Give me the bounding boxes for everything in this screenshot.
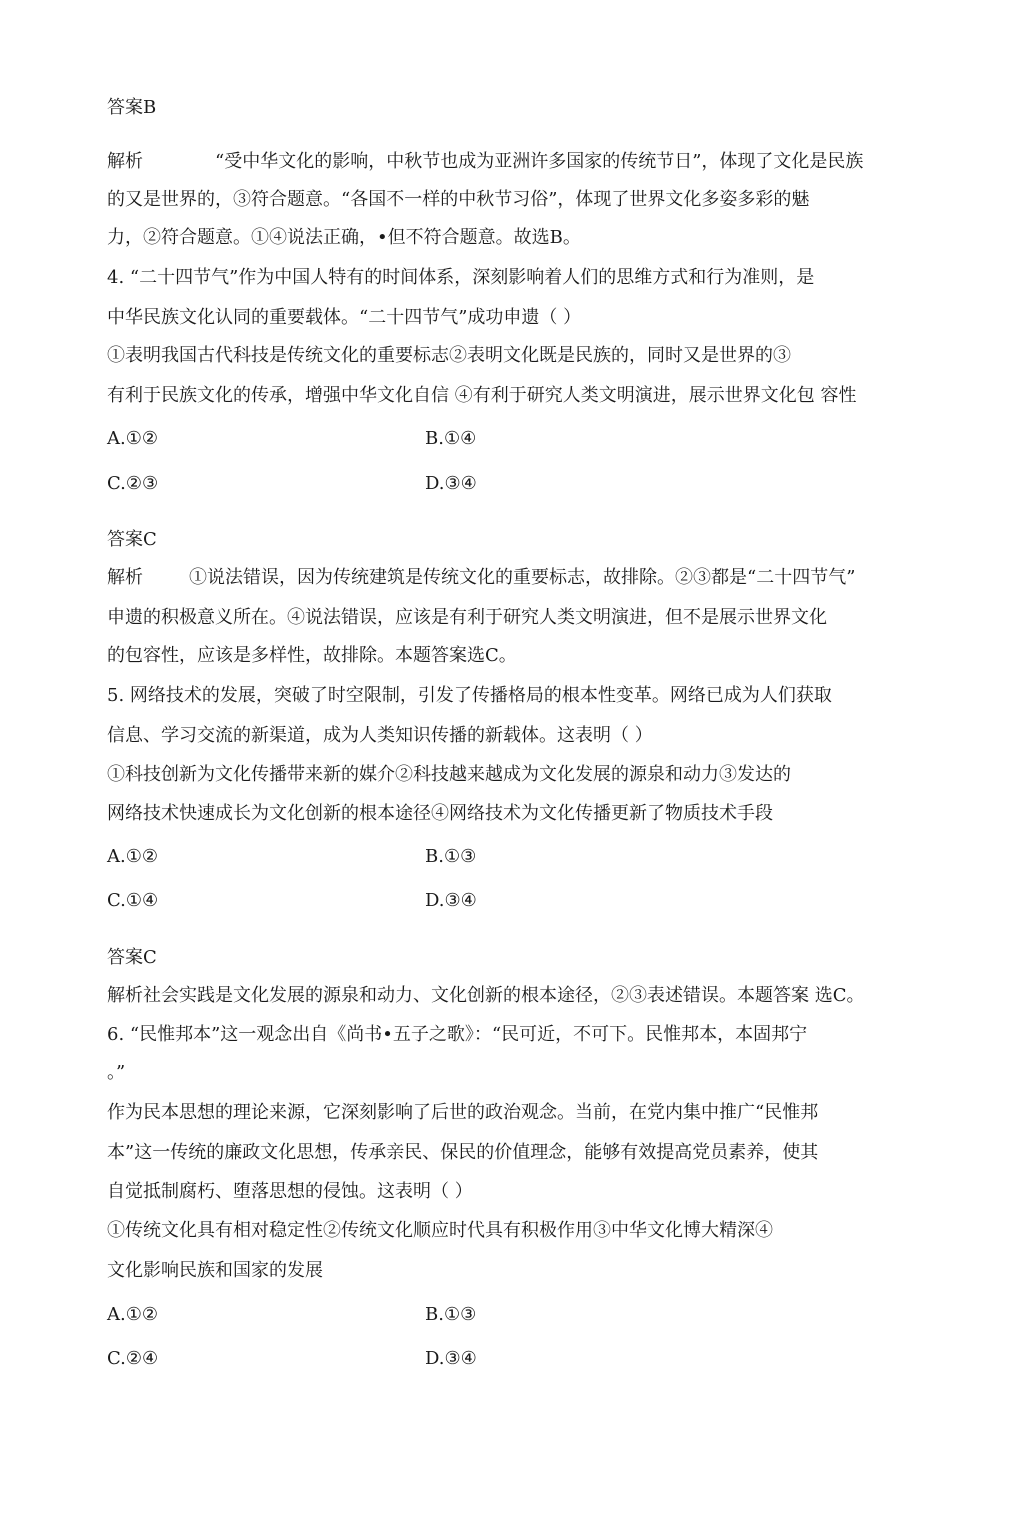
q5-option-d[interactable]: D.③④ bbox=[425, 890, 477, 911]
q4-option-b[interactable]: B.①④ bbox=[425, 428, 477, 449]
q5-option-a[interactable]: A.①② bbox=[107, 846, 158, 867]
q4-answer: 答案C bbox=[107, 529, 157, 550]
q6-option-a[interactable]: A.①② bbox=[107, 1304, 158, 1325]
q4-analysis-line-2: 申遗的积极意义所在。④说法错误，应该是有利于研究人类文明演进，但不是展示世界文化 bbox=[107, 607, 827, 628]
q6-statement-line-2: 文化影响民族和国家的发展 bbox=[107, 1260, 323, 1281]
q6-option-c[interactable]: C.②④ bbox=[107, 1348, 159, 1369]
q5-answer: 答案C bbox=[107, 947, 157, 968]
q3-analysis-line-1: 解析 “受中华文化的影响，中秋节也成为亚洲许多国家的传统节日”，体现了文化是民族 bbox=[107, 151, 864, 172]
q6-stem-line-5: 自觉抵制腐朽、堕落思想的侵蚀。这表明（ ） bbox=[107, 1181, 473, 1202]
q4-statement-line-1: ①表明我国古代科技是传统文化的重要标志②表明文化既是民族的，同时又是世界的③ bbox=[107, 345, 791, 366]
q4-analysis-line-3: 的包容性，应该是多样性，故排除。本题答案选C。 bbox=[107, 645, 517, 666]
q3-analysis-label: 解析 bbox=[107, 151, 143, 172]
q5-statement-line-1: ①科技创新为文化传播带来新的媒介②科技越来越成为文化发展的源泉和动力③发达的 bbox=[107, 764, 791, 785]
q4-statement-line-2: 有利于民族文化的传承，增强中华文化自信 ④有利于研究人类文明演进，展示世界文化包 容性 bbox=[107, 385, 857, 406]
q6-statement-line-1: ①传统文化具有相对稳定性②传统文化顺应时代具有积极作用③中华文化博大精深④ bbox=[107, 1220, 773, 1241]
q3-answer: 答案B bbox=[107, 97, 157, 118]
q5-analysis: 解析社会实践是文化发展的源泉和动力、文化创新的根本途径，②③表述错误。本题答案 选C。 bbox=[107, 985, 865, 1006]
q5-statement-line-2: 网络技术快速成长为文化创新的根本途径④网络技术为文化传播更新了物质技术手段 bbox=[107, 803, 773, 824]
q5-option-b[interactable]: B.①③ bbox=[425, 846, 477, 867]
q6-stem-line-1: 6. “民惟邦本”这一观念出自《尚书•五子之歌》：“民可近，不可下。民惟邦本，本固邦宁 bbox=[107, 1024, 808, 1045]
q6-stem-line-2: 。” bbox=[107, 1062, 126, 1083]
q3-analysis-line-2: 的又是世界的，③符合题意。“各国不一样的中秋节习俗”，体现了世界文化多姿多彩的魅 bbox=[107, 189, 810, 210]
q4-option-d[interactable]: D.③④ bbox=[425, 473, 477, 494]
q4-stem-line-2: 中华民族文化认同的重要载体。“二十四节气”成功申遗（ ） bbox=[107, 307, 582, 328]
q4-analysis-label: 解析 bbox=[107, 567, 143, 588]
q5-option-c[interactable]: C.①④ bbox=[107, 890, 159, 911]
q5-stem-line-1: 5. 网络技术的发展，突破了时空限制，引发了传播格局的根本性变革。网络已成为人们获取 bbox=[107, 685, 832, 706]
q6-stem-line-4: 本”这一传统的廉政文化思想，传承亲民、保民的价值理念，能够有效提高党员素养，使其 bbox=[107, 1142, 819, 1163]
q4-option-a[interactable]: A.①② bbox=[107, 428, 158, 449]
q6-option-b[interactable]: B.①③ bbox=[425, 1304, 477, 1325]
q6-stem-line-3: 作为民本思想的理论来源，它深刻影响了后世的政治观念。当前，在党内集中推广“民惟邦 bbox=[107, 1102, 819, 1123]
q6-option-d[interactable]: D.③④ bbox=[425, 1348, 477, 1369]
q4-analysis-line-1: 解析 ①说法错误，因为传统建筑是传统文化的重要标志，故排除。②③都是“二十四节气” bbox=[107, 567, 856, 588]
q5-stem-line-2: 信息、学习交流的新渠道，成为人类知识传播的新载体。这表明（ ） bbox=[107, 725, 653, 746]
q4-stem-line-1: 4. “二十四节气”作为中国人特有的时间体系，深刻影响着人们的思维方式和行为准则，是 bbox=[107, 267, 815, 288]
q3-analysis-line-3: 力，②符合题意。①④说法正确，•但不符合题意。故选B。 bbox=[107, 227, 581, 248]
q4-option-c[interactable]: C.②③ bbox=[107, 473, 159, 494]
